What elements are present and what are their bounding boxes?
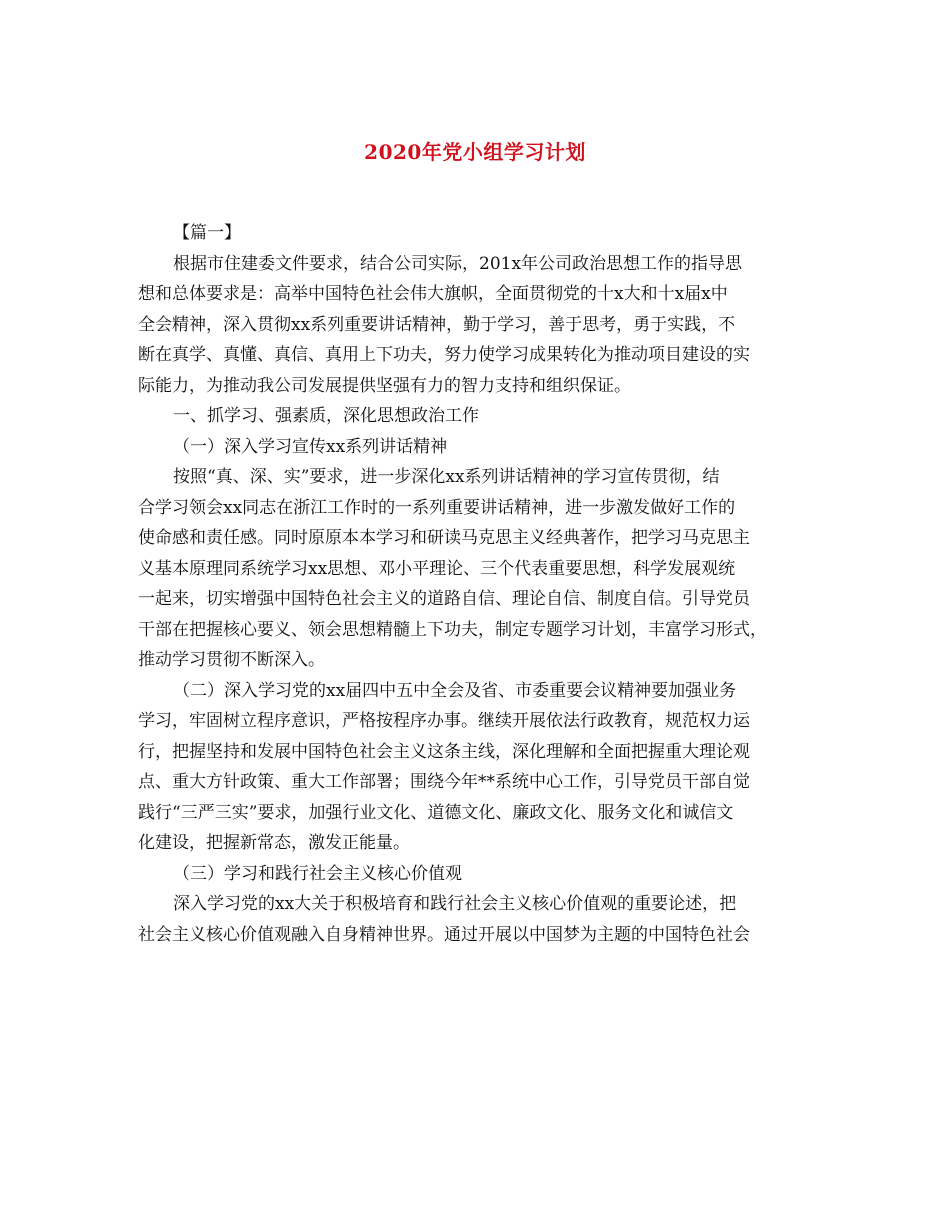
- document-line: 行，把握坚持和发展中国特色社会主义这条主线，深化理解和全面把握重大理论观: [138, 741, 750, 762]
- document-line: 际能力，为推动我公司发展提供坚强有力的智力支持和组织保证。: [138, 375, 631, 396]
- document-line: 合学习领会xx同志在浙江工作时的一系列重要讲话精神，进一步激发做好工作的: [138, 497, 736, 518]
- document-line: 干部在把握核心要义、领会思想精髓上下功夫，制定专题学习计划，丰富学习形式，: [138, 619, 767, 640]
- document-line: 推动学习贯彻不断深入。: [138, 650, 325, 670]
- document-body: [138, 218, 828, 950]
- document-line: 点、重大方针政策、重大工作部署；围绕今年**系统中心工作，引导党员干部自觉: [138, 772, 750, 792]
- document-line: 一、抓学习、强素质，深化思想政治工作: [173, 406, 479, 426]
- document-line: 按照“真、深、实”要求，进一步深化xx系列讲话精神的学习宣传贯彻，结: [173, 467, 720, 487]
- document-line: 根据市住建委文件要求，结合公司实际，201x年公司政治思想工作的指导思: [173, 253, 743, 274]
- document-line: （三）学习和践行社会主义核心价值观: [173, 863, 462, 884]
- document-line: 深入学习党的xx大关于积极培育和践行社会主义核心价值观的重要论述，把: [173, 894, 737, 914]
- document-line: 全会精神，深入贯彻xx系列重要讲话精神，勤于学习，善于思考，勇于实践，不: [138, 314, 736, 335]
- document-line: （一）深入学习宣传xx系列讲话精神: [173, 436, 448, 457]
- document-line: 学习，牢固树立程序意识，严格按程序办事。继续开展依法行政教育，规范权力运: [138, 711, 750, 731]
- document-line: （二）深入学习党的xx届四中五中全会及省、市委重要会议精神要加强业务: [173, 680, 737, 701]
- document-line: 践行“三严三实”要求，加强行业文化、道德文化、廉政文化、服务文化和诚信文: [138, 802, 734, 823]
- document-line: 一起来，切实增强中国特色社会主义的道路自信、理论自信、制度自信。引导党员: [138, 589, 750, 609]
- document-line: 【篇一】: [173, 223, 241, 243]
- document-line: 断在真学、真懂、真信、真用上下功夫，努力使学习成果转化为推动项目建设的实: [138, 345, 750, 365]
- document-line: 义基本原理同系统学习xx思想、邓小平理论、三个代表重要思想，科学发展观统: [138, 558, 736, 579]
- document-title: 2020年党小组学习计划: [364, 140, 586, 164]
- document-line: 想和总体要求是：高举中国特色社会伟大旗帜，全面贯彻党的十x大和十x届x中: [138, 284, 728, 304]
- document-line: 社会主义核心价值观融入自身精神世界。通过开展以中国梦为主题的中国特色社会: [138, 924, 750, 945]
- document-line: 化建设，把握新常态，激发正能量。: [138, 833, 410, 853]
- document-line: 使命感和责任感。同时原原本本学习和研读马克思主义经典著作，把学习马克思主: [138, 528, 750, 548]
